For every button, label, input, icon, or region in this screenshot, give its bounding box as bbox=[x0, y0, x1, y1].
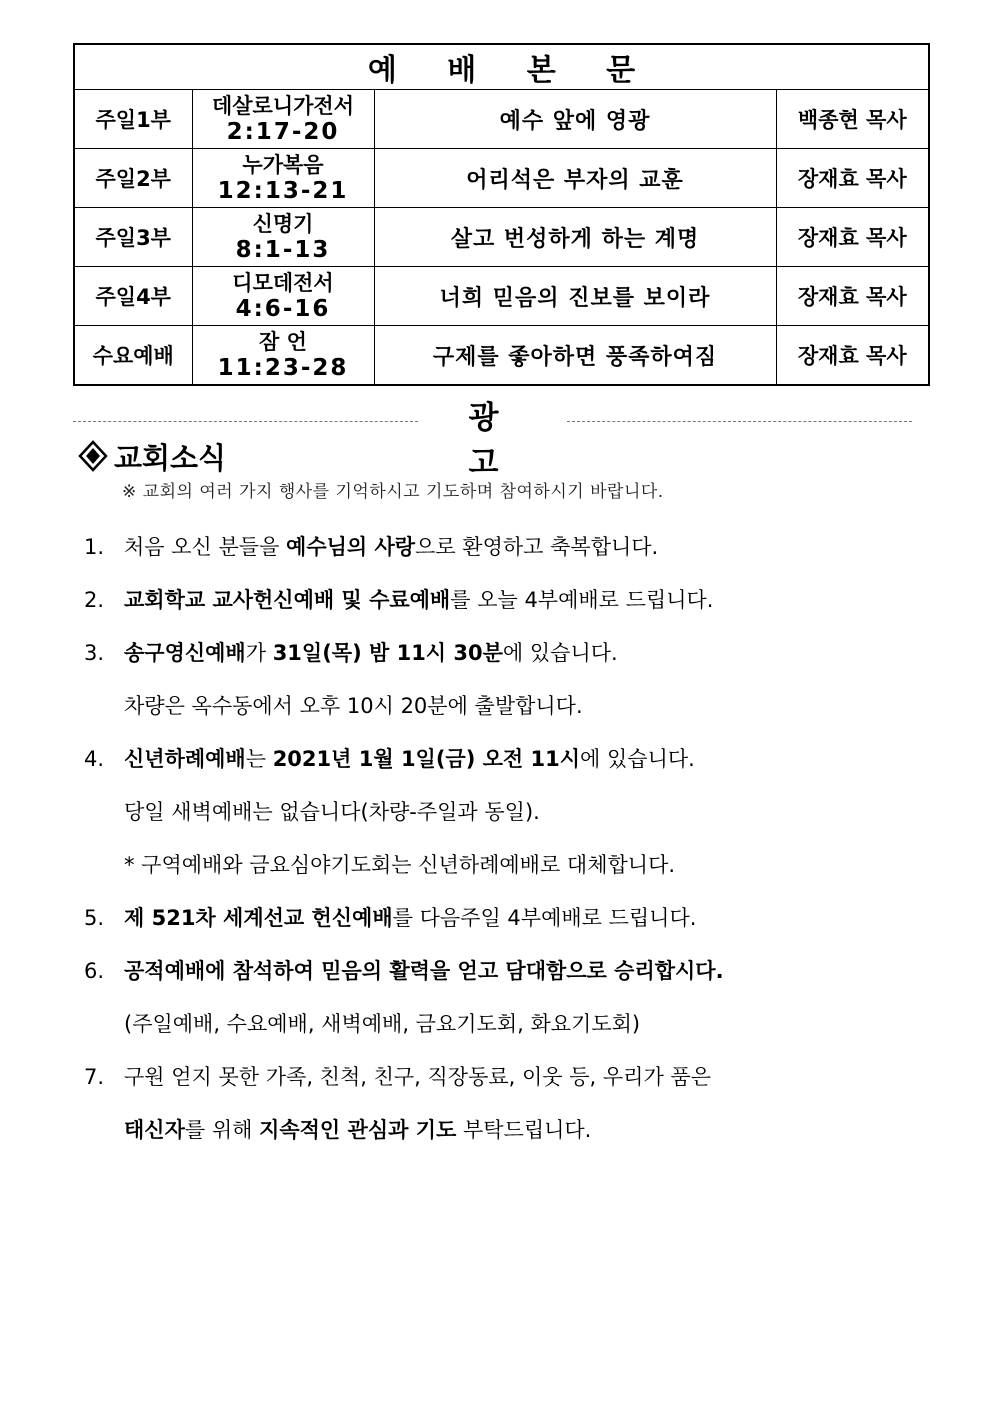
sermon-title: 어리석은 부자의 교훈 bbox=[374, 149, 776, 208]
divider-right bbox=[567, 421, 912, 422]
emphasis-text: 2021년 1월 1일(금) 오전 11시 bbox=[272, 747, 581, 771]
announcements-title: 광 고 bbox=[468, 400, 525, 481]
text-span: 부탁드립니다. bbox=[456, 1118, 592, 1142]
item-text bbox=[124, 956, 724, 986]
scripture-ref: 4:6-16 bbox=[235, 296, 331, 322]
emphasis-text: 태신자 bbox=[124, 1118, 185, 1142]
text-span: 를 오늘 4부예배로 드립니다. bbox=[450, 588, 714, 612]
sermon-title: 살고 번성하게 하는 계명 bbox=[374, 208, 776, 267]
pastor-name: 장재효 목사 bbox=[776, 326, 929, 386]
service-name: 주일1부 bbox=[74, 90, 192, 149]
worship-scripture-table bbox=[73, 43, 930, 386]
table-row bbox=[74, 326, 929, 386]
item-text: (주일예배, 수요예배, 새벽예배, 금요기도회, 화요기도회) bbox=[124, 1012, 641, 1036]
table-title: 예 배 본 문 bbox=[74, 44, 929, 90]
emphasis-text: 예수님의 사랑 bbox=[286, 535, 416, 559]
item-text bbox=[124, 1115, 591, 1145]
text-span: 를 다음주일 4부예배로 드립니다. bbox=[392, 906, 697, 930]
item-number: 7. bbox=[84, 1065, 105, 1089]
item-number: 1. bbox=[84, 535, 105, 559]
news-header bbox=[78, 437, 226, 475]
scripture-book: 신명기 bbox=[252, 212, 314, 236]
scripture bbox=[192, 267, 374, 326]
sermon-title: 예수 앞에 영광 bbox=[374, 90, 776, 149]
scripture-ref: 12:13-21 bbox=[217, 178, 349, 204]
scripture-ref: 2:17-20 bbox=[226, 119, 340, 145]
item-text: 구원 얻지 못한 가족, 친척, 친구, 직장동료, 이웃 등, 우리가 품은 bbox=[124, 1065, 711, 1089]
table-row bbox=[74, 208, 929, 267]
emphasis-text: 31일(목) 밤 11시 30분 bbox=[272, 641, 503, 665]
emphasis-text: 공적예배에 참석하여 믿음의 활력을 얻고 담대함으로 승리합시다. bbox=[124, 959, 724, 983]
table-row bbox=[74, 149, 929, 208]
table-row bbox=[74, 267, 929, 326]
item-text bbox=[124, 744, 695, 774]
item-text bbox=[124, 585, 713, 615]
scripture-book: 디모데전서 bbox=[232, 271, 334, 295]
pastor-name: 장재효 목사 bbox=[776, 208, 929, 267]
text-span: 에 있습니다. bbox=[580, 747, 695, 771]
news-note: ※ 교회의 여러 가지 행사를 기억하시고 기도하며 참여하시기 바랍니다. bbox=[122, 482, 664, 502]
scripture-book: 누가복음 bbox=[242, 153, 324, 177]
item-text bbox=[124, 903, 696, 933]
text-span: 에 있습니다. bbox=[502, 641, 618, 665]
table-row bbox=[74, 90, 929, 149]
scripture-ref: 11:23-28 bbox=[217, 355, 349, 381]
pastor-name: 장재효 목사 bbox=[776, 267, 929, 326]
service-name: 주일4부 bbox=[74, 267, 192, 326]
item-text: 차량은 옥수동에서 오후 10시 20분에 출발합니다. bbox=[124, 694, 583, 718]
text-span: 처음 오신 분들을 bbox=[124, 535, 287, 559]
item-number: 5. bbox=[84, 906, 105, 930]
text-span: 를 위해 bbox=[184, 1118, 260, 1142]
service-name: 주일2부 bbox=[74, 149, 192, 208]
service-name: 주일3부 bbox=[74, 208, 192, 267]
text-span: 가 bbox=[245, 641, 273, 665]
item-number: 2. bbox=[84, 588, 105, 612]
item-number: 6. bbox=[84, 959, 105, 983]
sermon-title: 너희 믿음의 진보를 보이라 bbox=[374, 267, 776, 326]
pastor-name: 장재효 목사 bbox=[776, 149, 929, 208]
item-text bbox=[124, 638, 618, 668]
emphasis-text: 지속적인 관심과 기도 bbox=[259, 1118, 457, 1142]
scripture-book: 데살로니가전서 bbox=[211, 94, 354, 118]
emphasis-text: 신년하례예배 bbox=[124, 747, 246, 771]
item-text: * 구역예배와 금요심야기도회는 신년하례예배로 대체합니다. bbox=[124, 853, 676, 877]
item-text bbox=[124, 532, 658, 562]
emphasis-text: 교회학교 교사헌신예배 및 수료예배 bbox=[124, 588, 451, 612]
scripture-ref: 8:1-13 bbox=[235, 237, 331, 263]
news-title: 교회소식 bbox=[114, 440, 227, 475]
scripture-book: 잠 언 bbox=[259, 330, 307, 354]
item-number: 4. bbox=[84, 747, 105, 771]
service-name: 수요예배 bbox=[74, 326, 192, 386]
item-text: 당일 새벽예배는 없습니다(차량-주일과 동일). bbox=[124, 800, 540, 824]
pastor-name: 백종현 목사 bbox=[776, 90, 929, 149]
scripture bbox=[192, 208, 374, 267]
scripture bbox=[192, 149, 374, 208]
sermon-title: 구제를 좋아하면 풍족하여짐 bbox=[374, 326, 776, 386]
scripture bbox=[192, 326, 374, 386]
divider-left bbox=[73, 421, 418, 422]
emphasis-text: 제 521차 세계선교 헌신예배 bbox=[124, 906, 393, 930]
text-span: 는 bbox=[245, 747, 273, 771]
emphasis-text: 송구영신예배 bbox=[124, 641, 246, 665]
scripture bbox=[192, 90, 374, 149]
text-span: 으로 환영하고 축복합니다. bbox=[415, 535, 659, 559]
item-number: 3. bbox=[84, 641, 105, 665]
diamond-bullet-icon bbox=[78, 440, 108, 472]
